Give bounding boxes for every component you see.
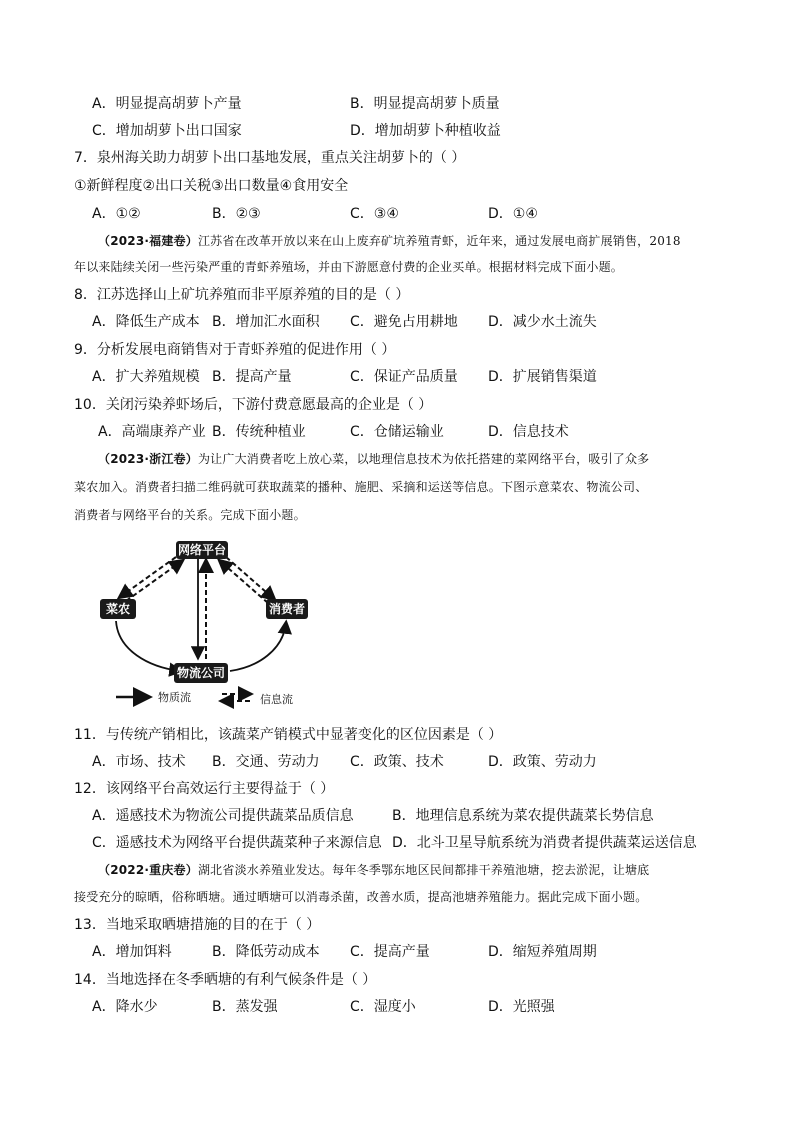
q8-option-b: B．增加汇水面积 [212, 314, 320, 330]
q10-option-c: C．仓储运输业 [350, 424, 444, 440]
material-flow-farmer-logistics [116, 621, 180, 671]
q11-option-b: B．交通、劳动力 [212, 754, 320, 770]
q7-option-b: B．②③ [212, 206, 261, 222]
q7-option-d: D．①④ [488, 206, 538, 222]
material-chongqing-text1: 湖北省淡水养殖业发达。每年冬季鄂东地区民间都排干养殖池塘，挖去淤泥，让塘底 [197, 863, 650, 877]
q12-option-d: D．北斗卫星导航系统为消费者提供蔬菜运送信息 [392, 835, 697, 851]
material-chongqing-line2: 接受充分的晾晒，俗称晒塘。通过晒塘可以消毒杀菌，改善水质，提高池塘养殖能力。据此完成下面小题。 [74, 890, 648, 904]
q8-option-d: D．减少水土流失 [488, 314, 597, 330]
material-fujian-line2: 年以来陆续关闭一些污染严重的青虾养殖场，并由下游愿意付费的企业买单。根据材料完成下面小题。 [74, 260, 624, 274]
q11-option-d: D．政策、劳动力 [488, 754, 597, 770]
material-fujian-line1 [98, 233, 681, 249]
q10-option-a: A．高端康养产业 [98, 424, 206, 440]
q12-stem: 12．该网络平台高效运行主要得益于（ ） [74, 781, 335, 797]
q12-option-b: B．地理信息系统为菜农提供蔬菜长势信息 [392, 808, 654, 824]
q8-stem: 8．江苏选择山上矿坑养殖而非平原养殖的目的是（ ） [74, 287, 410, 303]
material-zhejiang-line1 [98, 451, 649, 467]
node-platform-label: 网络平台 [177, 543, 227, 557]
material-fujian-text1: 江苏省在改革开放以来在山上废弃矿坑养殖青虾，近年来，通过发展电商扩展销售，2018 [197, 234, 681, 248]
node-farmer-label: 菜农 [105, 602, 131, 616]
material-zhejiang-line3: 消费者与网络平台的关系。完成下面小题。 [74, 508, 306, 522]
node-logistics-label: 物流公司 [176, 666, 226, 680]
info-flow-consumer-platform [220, 561, 268, 603]
material-fujian-tag: （2023·福建卷） [98, 234, 198, 248]
q6-option-b: B．明显提高胡萝卜质量 [350, 96, 500, 112]
q9-option-c: C．保证产品质量 [350, 369, 458, 385]
legend-info-label: 信息流 [260, 693, 293, 706]
q10-option-d: D．信息技术 [488, 424, 569, 440]
material-zhejiang-tag: （2023·浙江卷） [98, 452, 198, 466]
q14-option-d: D．光照强 [488, 999, 555, 1015]
q8-option-c: C．避免占用耕地 [350, 314, 458, 330]
material-zhejiang-text1: 为让广大消费者吃上放心菜，以地理信息技术为依托搭建的菜网络平台，吸引了众多 [197, 452, 650, 466]
q9-option-a: A．扩大养殖规模 [92, 369, 200, 385]
q13-option-d: D．缩短养殖周期 [488, 944, 597, 960]
q9-option-b: B．提高产量 [212, 369, 292, 385]
q13-option-b: B．降低劳动成本 [212, 944, 320, 960]
q9-option-d: D．扩展销售渠道 [488, 369, 597, 385]
q8-option-a: A．降低生产成本 [92, 314, 200, 330]
q6-option-c: C．增加胡萝卜出口国家 [92, 123, 242, 139]
legend-material-label: 物质流 [158, 691, 191, 704]
q14-option-a: A．降水少 [92, 999, 158, 1015]
node-consumer-label: 消费者 [268, 602, 306, 616]
q7-stem: 7．泉州海关助力胡萝卜出口基地发展，重点关注胡萝卜的（ ） [74, 150, 466, 166]
q13-option-a: A．增加饵料 [92, 944, 172, 960]
q14-option-c: C．湿度小 [350, 999, 416, 1015]
q6-option-a: A．明显提高胡萝卜产量 [92, 96, 242, 112]
material-zhejiang-line2: 菜农加入。消费者扫描二维码就可获取蔬菜的播种、施肥、采摘和运送等信息。下图示意菜农、物流公司、 [74, 480, 648, 494]
info-flow-farmer-platform [126, 561, 182, 601]
q13-option-c: C．提高产量 [350, 944, 430, 960]
q12-option-a: A．遥感技术为物流公司提供蔬菜品质信息 [92, 808, 354, 824]
q11-option-a: A．市场、技术 [92, 754, 186, 770]
q14-option-b: B．蒸发强 [212, 999, 278, 1015]
q7-items: ①新鲜程度②出口关税③出口数量④食用安全 [74, 178, 349, 194]
material-chongqing-tag: （2022·重庆卷） [98, 863, 198, 877]
info-flow-platform-farmer [120, 557, 176, 597]
q12-option-c: C．遥感技术为网络平台提供蔬菜种子来源信息 [92, 835, 382, 851]
q13-stem: 13．当地采取晒塘措施的目的在于（ ） [74, 917, 321, 933]
q7-option-a: A．①② [92, 206, 141, 222]
q10-option-b: B．传统种植业 [212, 424, 306, 440]
q6-option-d: D．增加胡萝卜种植收益 [350, 123, 501, 139]
q9-stem: 9．分析发展电商销售对于青虾养殖的促进作用（ ） [74, 342, 396, 358]
info-flow-platform-consumer [226, 557, 274, 599]
q14-stem: 14．当地选择在冬季晒塘的有利气候条件是（ ） [74, 972, 377, 988]
q11-stem: 11．与传统产销相比，该蔬菜产销模式中显著变化的区位因素是（ ） [74, 727, 503, 743]
material-flow-logistics-consumer [230, 623, 286, 671]
q10-stem: 10．关闭污染养虾场后，下游付费意愿最高的企业是（ ） [74, 397, 433, 413]
supply-chain-diagram [98, 535, 348, 710]
q11-option-c: C．政策、技术 [350, 754, 444, 770]
material-chongqing-line1 [98, 862, 649, 878]
q7-option-c: C．③④ [350, 206, 399, 222]
